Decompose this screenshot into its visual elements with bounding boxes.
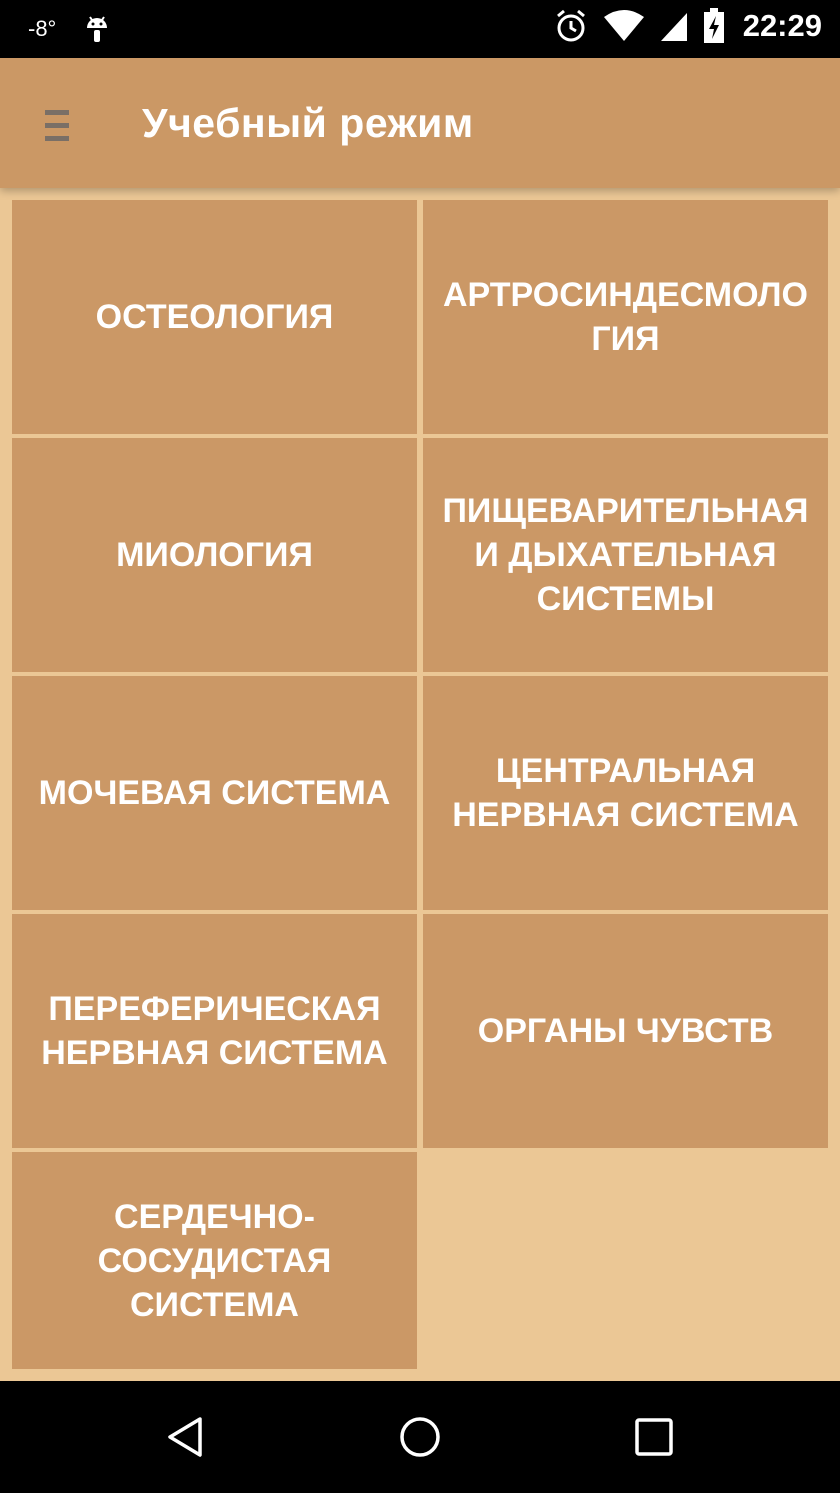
tile-urinary-system[interactable] (12, 676, 417, 910)
tile-label: ПЕРЕФЕРИЧЕСКАЯ НЕРВНАЯ СИСТЕМА (41, 990, 388, 1072)
tile-label: ЦЕНТРАЛЬНАЯ НЕРВНАЯ СИСТЕМА (452, 752, 799, 834)
status-right (553, 8, 822, 44)
tile-label: СЕРДЕЧНО- СОСУДИСТАЯ СИСТЕМА (97, 1197, 332, 1324)
recents-icon[interactable] (632, 1415, 676, 1459)
page-title: Учебный режим (142, 100, 474, 146)
status-bar (0, 0, 840, 58)
tile-digestive-respiratory[interactable] (423, 438, 828, 672)
back-icon[interactable] (164, 1415, 208, 1459)
signal-icon (659, 9, 689, 43)
tile-central-nervous-system[interactable] (423, 676, 828, 910)
tile-label: ПИЩЕВАРИТЕЛЬНАЯ И ДЫХАТЕЛЬНАЯ СИСТЕМЫ (442, 492, 809, 618)
app-bar (0, 58, 840, 188)
tile-label: МОЧЕВАЯ СИСТЕМА (38, 774, 391, 812)
tile-cardiovascular-system[interactable] (12, 1152, 417, 1369)
home-icon[interactable] (398, 1415, 442, 1459)
temperature-text: -8° (28, 16, 57, 41)
tile-peripheral-nervous-system[interactable] (12, 914, 417, 1148)
tile-sense-organs[interactable] (423, 914, 828, 1148)
tile-label: МИОЛОГИЯ (116, 536, 313, 574)
tile-arthrosyndesmology[interactable] (423, 200, 828, 434)
battery-charging-icon (703, 8, 725, 44)
tile-myology[interactable] (12, 438, 417, 672)
menu-icon[interactable] (45, 110, 71, 142)
section-grid (12, 200, 829, 1386)
clock-text: 22:29 (742, 8, 822, 43)
tile-label: ОРГАНЫ ЧУВСТВ (477, 1012, 774, 1050)
wifi-icon (603, 9, 645, 43)
alarm-icon (553, 8, 589, 44)
tile-osteology[interactable] (12, 200, 417, 434)
tile-label: ОСТЕОЛОГИЯ (95, 298, 334, 336)
navigation-bar (0, 1381, 840, 1493)
status-left (28, 12, 110, 46)
tile-label: АРТРОСИНДЕСМОЛО ГИЯ (442, 276, 808, 358)
android-icon (84, 12, 110, 46)
